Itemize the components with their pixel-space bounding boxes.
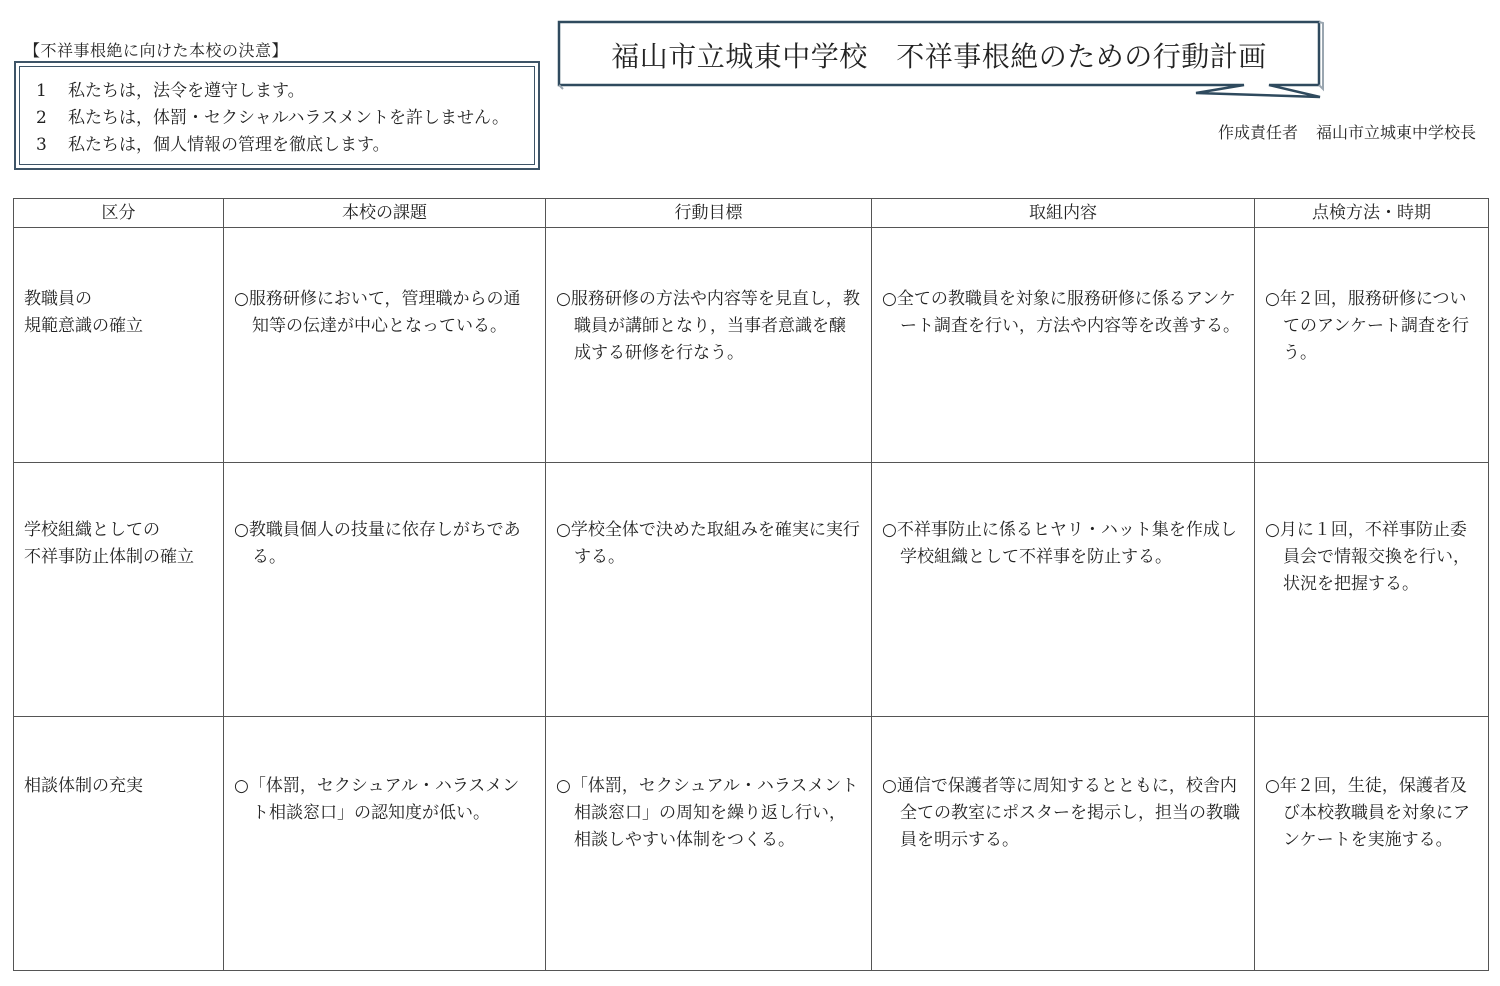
issue-text: ○教職員個人の技量に依存しがちである。 <box>234 520 521 567</box>
action-text: ○不祥事防止に係るヒヤリ・ハット集を作成し学校組織として不祥事を防止する。 <box>882 520 1237 567</box>
resolve-heading: 【不祥事根絶に向けた本校の決意】 <box>24 41 289 60</box>
table-row <box>14 463 1489 717</box>
category-cell <box>14 228 224 463</box>
goal-cell <box>546 228 872 463</box>
check-cell <box>1255 463 1489 717</box>
resolve-box <box>14 61 540 170</box>
action-cell <box>872 228 1255 463</box>
issue-cell <box>224 228 546 463</box>
action-cell <box>872 717 1255 971</box>
check-text: ○年２回，服務研修についてのアンケート調査を行う。 <box>1265 289 1469 363</box>
issue-cell <box>224 463 546 717</box>
check-text: ○月に１回，不祥事防止委員会で情報交換を行い，状況を把握する。 <box>1265 520 1470 594</box>
action-plan-table <box>13 198 1489 971</box>
table-row <box>14 228 1489 463</box>
category-line: 不祥事防止体制の確立 <box>24 547 194 567</box>
category-cell <box>14 717 224 971</box>
header-goal: 行動目標 <box>546 199 872 228</box>
category-cell <box>14 463 224 717</box>
resolve-item-number: 2 <box>36 108 47 128</box>
resolve-item <box>36 105 534 132</box>
goal-cell <box>546 717 872 971</box>
resolve-item-text: 私たちは，個人情報の管理を徹底します。 <box>68 135 390 155</box>
resolve-item <box>36 78 534 105</box>
goal-text: ○「体罰，セクシュアル・ハラスメント相談窓口」の周知を繰り返し行い，相談しやすい体制をつくる。 <box>556 776 859 850</box>
author-name: 福山市立城東中学校長 <box>1315 123 1476 142</box>
author-label: 作成責任者 <box>1217 123 1298 142</box>
action-text: ○通信で保護者等に周知するとともに，校舎内全ての教室にポスターを掲示し，担当の教職員を明示する。 <box>882 776 1240 850</box>
header-category: 区分 <box>14 199 224 228</box>
issue-cell <box>224 717 546 971</box>
table-header-row <box>14 199 1489 228</box>
resolve-item-number: 1 <box>36 81 47 101</box>
resolve-item-text: 私たちは，体罰・セクシャルハラスメントを許しません。 <box>68 108 509 128</box>
goal-cell <box>546 463 872 717</box>
goal-text: ○服務研修の方法や内容等を見直し，教職員が講師となり，当事者意識を醸成する研修を行なう。 <box>556 289 860 363</box>
resolve-item-number: 3 <box>36 135 47 155</box>
goal-text: ○学校全体で決めた取組みを確実に実行する。 <box>556 520 860 567</box>
resolve-item <box>36 132 534 159</box>
category-line: 相談体制の充実 <box>24 776 143 796</box>
category-line: 規範意識の確立 <box>24 316 143 336</box>
resolve-item-text: 私たちは，法令を遵守します。 <box>68 81 305 101</box>
action-cell <box>872 463 1255 717</box>
issue-text: ○「体罰，セクシュアル・ハラスメント相談窓口」の認知度が低い。 <box>234 776 520 823</box>
header-action: 取組内容 <box>872 199 1255 228</box>
action-text: ○全ての教職員を対象に服務研修に係るアンケート調査を行い，方法や内容等を改善する。 <box>882 289 1240 336</box>
author-line <box>1218 120 1476 143</box>
check-text: ○年２回，生徒，保護者及び本校教職員を対象にアンケートを実施する。 <box>1265 776 1470 850</box>
check-cell <box>1255 228 1489 463</box>
title-callout <box>556 19 1324 101</box>
category-line: 学校組織としての <box>24 520 160 540</box>
page-title: 福山市立城東中学校 不祥事根絶のための行動計画 <box>611 40 1267 73</box>
check-cell <box>1255 717 1489 971</box>
header-issue: 本校の課題 <box>224 199 546 228</box>
resolve-list <box>19 66 535 165</box>
issue-text: ○服務研修において，管理職からの通知等の伝達が中心となっている。 <box>234 289 521 336</box>
table-row <box>14 717 1489 971</box>
header-check: 点検方法・時期 <box>1255 199 1489 228</box>
category-line: 教職員の <box>24 289 92 309</box>
